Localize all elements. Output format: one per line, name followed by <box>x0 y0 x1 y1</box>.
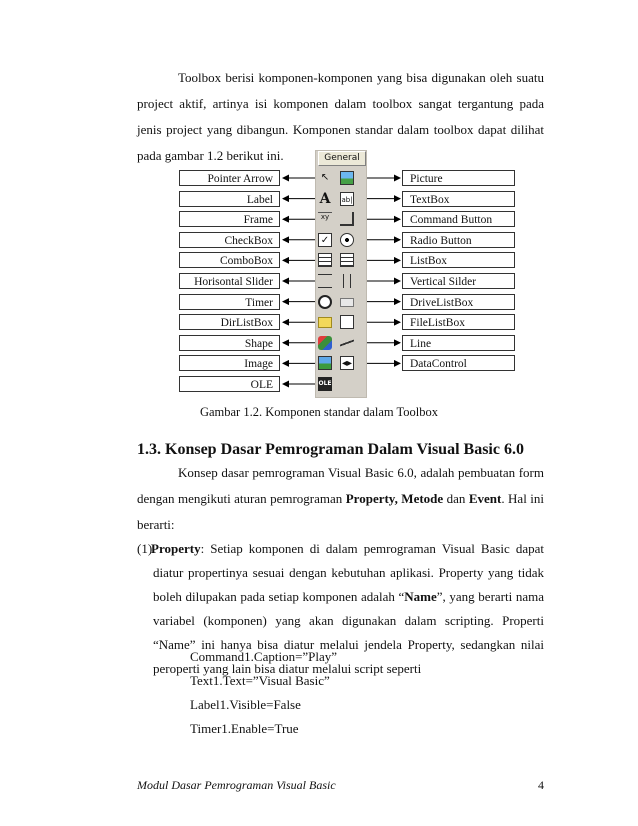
textbox-icon: ab| <box>340 192 354 206</box>
listbox-icon <box>340 253 354 267</box>
term-property: Property, <box>345 491 398 506</box>
footer-title: Modul Dasar Pemrograman Visual Basic <box>137 778 336 792</box>
right-label-vertical-silder: Vertical Silder <box>402 273 515 289</box>
left-label-pointer-arrow: Pointer Arrow <box>179 170 280 186</box>
dirlistbox-icon <box>318 317 332 328</box>
hscrollbar-icon <box>318 274 332 288</box>
page-number: 4 <box>538 778 544 792</box>
checkbox-icon: ✓ <box>318 233 332 247</box>
timer-icon <box>318 295 332 309</box>
term-property-item: Property <box>151 541 201 556</box>
image-icon <box>318 356 332 370</box>
picture-icon <box>340 171 354 185</box>
right-label-drivelistbox: DriveListBox <box>402 294 515 310</box>
left-label-label: Label <box>179 191 280 207</box>
page-footer <box>137 778 544 793</box>
left-label-shape: Shape <box>179 335 280 351</box>
term-name: Name <box>404 589 437 604</box>
term-metode: Metode <box>401 491 444 506</box>
section-paragraph: Konsep dasar pemrograman Visual Basic 6.0, adalah pembuatan form dengan mengikuti aturan pemrograman Property, Metode dan Event. Hal ini berarti: <box>137 465 544 532</box>
code-line: Timer1.Enable=True <box>190 721 299 736</box>
right-label-line: Line <box>402 335 515 351</box>
toolbox-figure <box>0 0 638 400</box>
code-line: Command1.Caption=”Play” <box>190 649 338 664</box>
left-label-ole: OLE <box>179 376 280 392</box>
pointer-arrow-icon: ↖ <box>320 172 330 183</box>
line-icon <box>340 336 354 350</box>
ole-icon: OLE <box>318 377 332 391</box>
section-heading: 1.3. Konsep Dasar Pemrograman Dalam Visual Basic 6.0 <box>137 441 524 458</box>
right-label-radio-button: Radio Button <box>402 232 515 248</box>
shape-icon <box>318 336 332 350</box>
radio-button-icon <box>340 233 354 247</box>
right-label-picture: Picture <box>402 170 515 186</box>
right-label-textbox: TextBox <box>402 191 515 207</box>
right-label-filelistbox: FileListBox <box>402 314 515 330</box>
list-item-property: (1) Property: Setiap komponen di dalam pemrograman Visual Basic dapat diatur propertinya sesuai dengan kebutuhan aplikasi. Property yang tidak boleh dilupakan pada setiap komponen adalah “Name”, yang berarti nama variabel (komponen) yang akan digunakan dalam scripting. Properti “Name” ini hanya bisa diatur melalui jendela Property, sedangkan nilai peroperti yang lain bisa diatur melalui script seperti <box>137 537 544 681</box>
datacontrol-icon: ◂▸ <box>341 358 353 370</box>
left-label-image: Image <box>179 355 280 371</box>
left-label-combobox: ComboBox <box>179 252 280 268</box>
command-button-icon <box>340 212 354 226</box>
label-icon: A <box>319 190 331 207</box>
code-block <box>190 645 337 741</box>
code-line: Text1.Text=”Visual Basic” <box>190 673 330 688</box>
filelistbox-icon <box>340 315 354 329</box>
toolbox-title: General <box>318 151 366 166</box>
intro-text: Toolbox berisi komponen-komponen yang bisa digunakan oleh suatu project aktif, artinya isi komponen dalam toolbox sangat tergantung pada jenis project yang dibangun. Komponen standar dalam toolbox dapat dilihat pada gambar 1.2 berikut ini. <box>137 70 544 163</box>
left-label-timer: Timer <box>179 294 280 310</box>
vscrollbar-icon <box>343 274 351 288</box>
right-label-listbox: ListBox <box>402 252 515 268</box>
code-line: Label1.Visible=False <box>190 697 301 712</box>
section-text-1: Konsep dasar pemrograman Visual Basic 6.0, adalah pembuatan form dengan mengikuti aturan pemrograman <box>137 465 544 506</box>
left-label-frame: Frame <box>179 211 280 227</box>
left-label-checkbox: CheckBox <box>179 232 280 248</box>
figure-caption: Gambar 1.2. Komponen standar dalam Toolbox <box>199 405 439 419</box>
right-label-command-button: Command Button <box>402 211 515 227</box>
frame-icon: xy <box>318 212 332 226</box>
right-label-datacontrol: DataControl <box>402 355 515 371</box>
drivelistbox-icon <box>340 298 354 307</box>
left-label-dirlistbox: DirListBox <box>179 314 280 330</box>
combobox-icon <box>318 253 332 267</box>
list-number: (1) <box>137 541 153 556</box>
term-event: Event <box>468 491 502 506</box>
left-label-horisontal-slider: Horisontal Slider <box>179 273 280 289</box>
